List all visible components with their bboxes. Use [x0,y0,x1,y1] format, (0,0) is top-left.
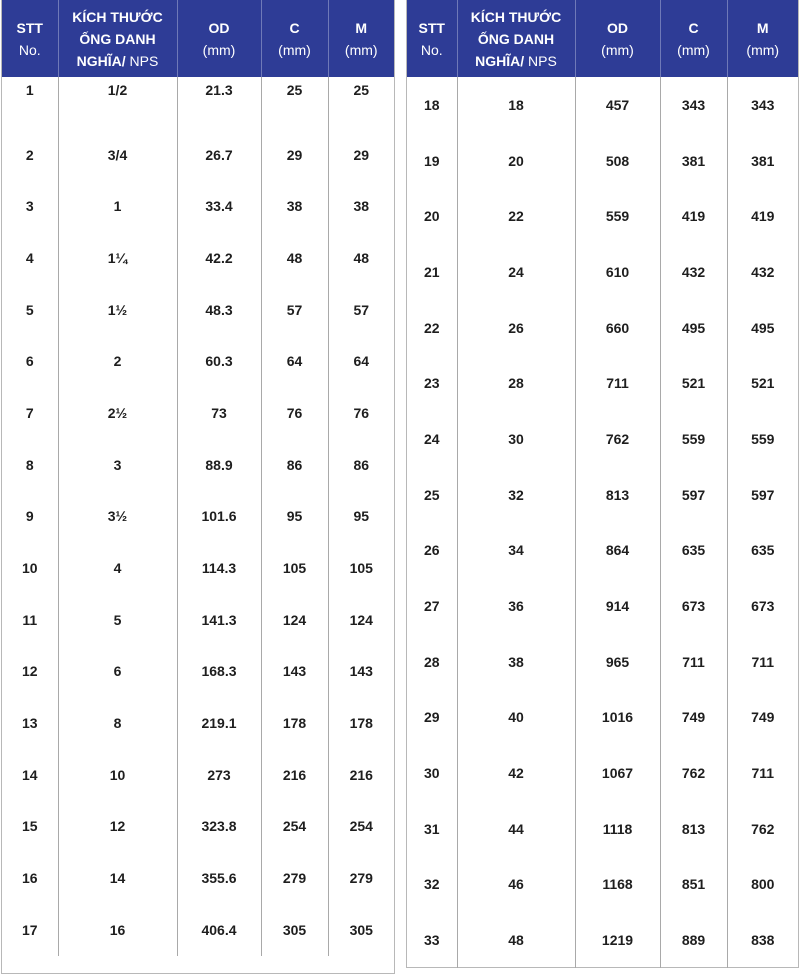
stt-cell: 21 [423,263,440,280]
stt-cell: 8 [25,456,34,473]
c-cell: 86 [261,439,328,491]
table-row [2,646,394,698]
nps-cell: 8 [58,697,177,749]
table-row [2,284,394,336]
header-od-unit: (mm) [601,41,634,58]
od-cell: 508 [575,133,660,189]
od-cell: 1016 [575,690,660,746]
header-m-unit: (mm) [746,41,780,58]
c-cell: 432 [660,244,727,300]
nps-cell: 20 [457,133,575,189]
stt-cell: 33 [423,932,440,949]
nps-cell: 5 [58,594,177,646]
stt-cell: 7 [25,404,34,421]
c-cell: 48 [261,232,328,284]
table-row [2,542,394,594]
header-c-unit: (mm) [677,41,710,58]
table-body [2,77,394,956]
header-m-unit: (mm) [344,41,378,58]
od-cell: 42.2 [177,232,261,284]
table-row [2,180,394,232]
od-cell: 864 [575,523,660,579]
nps-cell: 40 [457,690,575,746]
nps-cell: 18 [457,77,575,133]
nps-cell: 1/2 [58,77,177,129]
table-row [407,690,798,746]
table-row [407,467,798,523]
nps-cell: 34 [457,523,575,579]
m-cell: 800 [727,857,798,913]
table-row [2,439,394,491]
c-cell: 851 [660,857,727,913]
header-stt-label: STT [16,19,43,36]
m-cell: 711 [727,745,798,801]
header-nps [457,0,575,77]
table-row [407,857,798,913]
od-cell: 762 [575,411,660,467]
stt-cell: 2 [25,146,34,163]
m-cell: 521 [727,355,798,411]
c-cell: 305 [261,904,328,956]
nps-cell: 2 [58,335,177,387]
od-cell: 60.3 [177,335,261,387]
m-cell: 57 [328,284,394,336]
stt-cell: 11 [22,611,38,628]
nps-cell: 12 [58,801,177,853]
m-cell: 419 [727,188,798,244]
table-row [407,77,798,133]
m-cell: 25 [328,77,394,129]
c-cell: 635 [660,523,727,579]
header-c-unit: (mm) [278,41,311,58]
table-row [407,523,798,579]
header-od-label: OD [607,19,628,36]
od-cell: 1168 [575,857,660,913]
m-cell: 432 [727,244,798,300]
header-m [727,0,798,77]
table-row [2,387,394,439]
header-c [261,0,328,77]
table-row [407,188,798,244]
stt-cell: 22 [423,319,440,336]
stt-cell: 10 [21,560,38,577]
od-cell: 660 [575,300,660,356]
nps-cell: 32 [457,467,575,523]
nps-cell: 44 [457,801,575,857]
table-row [407,912,798,968]
od-cell: 219.1 [177,697,261,749]
nps-cell: 26 [457,300,575,356]
header-row [407,0,798,77]
m-cell: 254 [328,801,394,853]
table-row [407,801,798,857]
m-cell: 76 [328,387,394,439]
nps-cell: 22 [457,188,575,244]
c-cell: 254 [261,801,328,853]
c-cell: 279 [261,852,328,904]
stt-cell: 20 [423,208,440,225]
m-cell: 381 [727,133,798,189]
header-no-label: No. [18,41,41,58]
c-cell: 559 [660,411,727,467]
header-od-unit: (mm) [202,41,236,58]
header-od [177,0,261,77]
od-cell: 114.3 [177,542,261,594]
stt-cell: 5 [25,301,34,318]
nps-cell: 6 [58,646,177,698]
table-row [407,244,798,300]
table-row [2,904,394,956]
m-cell: 48 [328,232,394,284]
table-row [2,232,394,284]
nps-cell: 1½ [58,284,177,336]
stt-cell: 29 [423,709,440,726]
od-cell: 559 [575,188,660,244]
table-row [407,745,798,801]
od-cell: 73 [177,387,261,439]
c-cell: 597 [660,467,727,523]
stt-cell: 6 [25,353,34,370]
m-cell: 105 [328,542,394,594]
m-cell: 124 [328,594,394,646]
c-cell: 64 [261,335,328,387]
table-row [2,697,394,749]
header-stt-label: STT [418,19,445,36]
stt-cell: 4 [25,249,34,266]
header-m-label: M [756,19,769,36]
m-cell: 143 [328,646,394,698]
c-cell: 813 [660,801,727,857]
header-nps-unit: NPS [528,52,557,69]
table-row [407,133,798,189]
m-cell: 279 [328,852,394,904]
nps-cell: 1 [58,180,177,232]
c-cell: 749 [660,690,727,746]
c-cell: 105 [261,542,328,594]
table-row [407,355,798,411]
od-cell: 965 [575,634,660,690]
stt-cell: 13 [21,715,38,732]
header-nps-line3: NGHĨA/ [76,52,126,69]
c-cell: 673 [660,578,727,634]
od-cell: 1118 [575,801,660,857]
header-nps-line1: KÍCH THƯỚC [72,8,163,25]
table-row [407,634,798,690]
c-cell: 216 [261,749,328,801]
nps-cell: 42 [457,745,575,801]
table-row [2,129,394,181]
stt-cell: 31 [423,820,440,837]
od-cell: 48.3 [177,284,261,336]
m-cell: 29 [328,129,394,181]
stt-cell: 25 [423,486,440,503]
stt-cell: 1 [25,81,34,98]
od-cell: 711 [575,355,660,411]
stt-cell: 12 [21,663,38,680]
stt-cell: 18 [423,96,440,113]
c-cell: 381 [660,133,727,189]
table-row [2,749,394,801]
table-row [2,77,394,129]
table-row [407,411,798,467]
od-cell: 355.6 [177,852,261,904]
header-nps-unit: NPS [129,52,159,69]
table-row [2,852,394,904]
nps-cell: 3 [58,439,177,491]
od-cell: 26.7 [177,129,261,181]
nps-cell: 38 [457,634,575,690]
header-row [2,0,394,77]
m-cell: 711 [727,634,798,690]
m-cell: 559 [727,411,798,467]
od-cell: 101.6 [177,491,261,543]
nps-cell: 48 [457,912,575,968]
stt-cell: 27 [423,598,440,615]
m-cell: 38 [328,180,394,232]
stt-cell: 3 [25,198,34,215]
c-cell: 57 [261,284,328,336]
nps-cell: 46 [457,857,575,913]
od-cell: 141.3 [177,594,261,646]
c-cell: 178 [261,697,328,749]
od-cell: 914 [575,578,660,634]
header-od [575,0,660,77]
header-nps-line2: ỐNG DANH [79,30,156,47]
c-cell: 25 [261,77,328,129]
stt-cell: 16 [21,870,38,887]
c-cell: 419 [660,188,727,244]
pipe-size-table-right [406,0,799,968]
stt-cell: 32 [423,876,440,893]
m-cell: 343 [727,77,798,133]
table-row [2,335,394,387]
nps-cell: 3/4 [58,129,177,181]
nps-cell: 36 [457,578,575,634]
m-cell: 305 [328,904,394,956]
c-cell: 711 [660,634,727,690]
header-od-label: OD [208,19,230,36]
stt-cell: 23 [423,375,440,392]
size-table [2,0,394,956]
m-cell: 95 [328,491,394,543]
c-cell: 143 [261,646,328,698]
table-row [407,578,798,634]
header-nps-line2: ỐNG DANH [477,30,555,47]
table-row [2,594,394,646]
c-cell: 889 [660,912,727,968]
stt-cell: 19 [423,152,440,169]
c-cell: 124 [261,594,328,646]
m-cell: 216 [328,749,394,801]
od-cell: 273 [177,749,261,801]
stt-cell: 14 [21,766,38,783]
od-cell: 21.3 [177,77,261,129]
header-stt [2,0,58,77]
od-cell: 323.8 [177,801,261,853]
od-cell: 813 [575,467,660,523]
table-row [2,491,394,543]
header-c-label: C [688,19,699,36]
header-m-label: M [355,19,368,36]
stt-cell: 30 [423,765,440,782]
nps-cell: 2½ [58,387,177,439]
nps-cell: 1¼ [58,232,177,284]
table-body [407,77,798,968]
header-nps-line1: KÍCH THƯỚC [470,8,562,25]
m-cell: 178 [328,697,394,749]
od-cell: 457 [575,77,660,133]
m-cell: 749 [727,690,798,746]
stt-cell: 24 [423,430,440,447]
header-c [660,0,727,77]
od-cell: 406.4 [177,904,261,956]
od-cell: 1219 [575,912,660,968]
od-cell: 1067 [575,745,660,801]
stt-cell: 17 [21,921,38,938]
c-cell: 29 [261,129,328,181]
nps-cell: 10 [58,749,177,801]
m-cell: 673 [727,578,798,634]
nps-cell: 14 [58,852,177,904]
nps-cell: 30 [457,411,575,467]
c-cell: 95 [261,491,328,543]
table-row [2,801,394,853]
m-cell: 838 [727,912,798,968]
m-cell: 635 [727,523,798,579]
stt-cell: 9 [25,508,34,525]
stt-cell: 28 [423,653,440,670]
c-cell: 343 [660,77,727,133]
nps-cell: 3½ [58,491,177,543]
header-nps-line3: NGHĨA/ [475,52,525,69]
header-stt [407,0,457,77]
m-cell: 86 [328,439,394,491]
c-cell: 762 [660,745,727,801]
od-cell: 33.4 [177,180,261,232]
c-cell: 76 [261,387,328,439]
m-cell: 64 [328,335,394,387]
m-cell: 762 [727,801,798,857]
header-m [328,0,394,77]
table-row [407,300,798,356]
stt-cell: 15 [21,818,38,835]
size-table [407,0,798,968]
od-cell: 168.3 [177,646,261,698]
od-cell: 610 [575,244,660,300]
c-cell: 521 [660,355,727,411]
nps-cell: 16 [58,904,177,956]
nps-cell: 28 [457,355,575,411]
od-cell: 88.9 [177,439,261,491]
header-no-label: No. [420,41,443,58]
header-nps [58,0,177,77]
c-cell: 38 [261,180,328,232]
pipe-size-table-left [1,0,395,974]
stt-cell: 26 [423,542,440,559]
m-cell: 597 [727,467,798,523]
nps-cell: 4 [58,542,177,594]
nps-cell: 24 [457,244,575,300]
m-cell: 495 [727,300,798,356]
header-c-label: C [289,19,300,36]
c-cell: 495 [660,300,727,356]
